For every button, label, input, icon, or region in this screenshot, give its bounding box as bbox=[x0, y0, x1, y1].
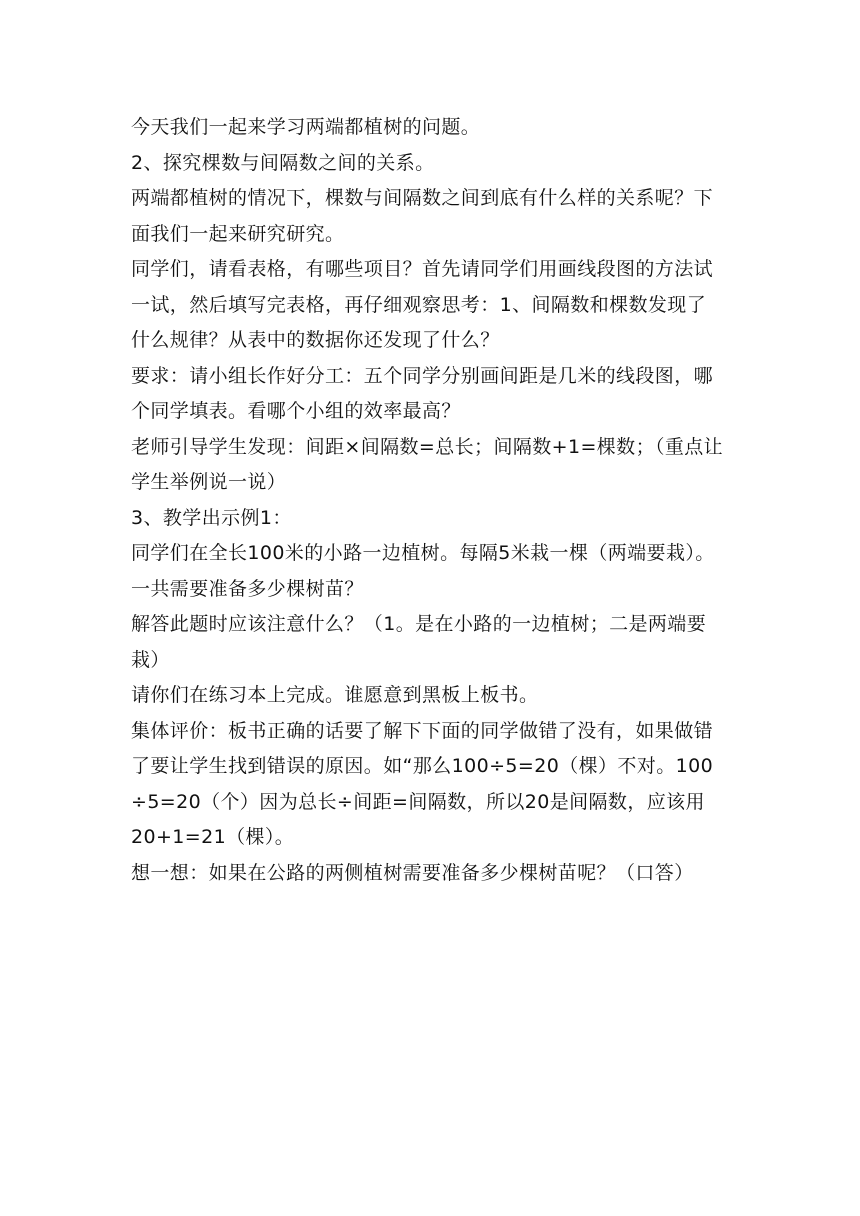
text-line: 什么规律？从表中的数据你还发现了什么？ bbox=[131, 329, 500, 351]
text-line: 解答此题时应该注意什么？（1。是在小路的一边植树；二是两端要 bbox=[131, 613, 707, 635]
text-line: 2、探究棵数与间隔数之间的关系。 bbox=[131, 151, 435, 174]
document-body bbox=[131, 110, 741, 891]
text-line: 一共需要准备多少棵树苗？ bbox=[131, 577, 364, 600]
text-line: 想一想：如果在公路的两侧植树需要准备多少棵树苗呢？（口答） bbox=[131, 861, 694, 884]
text-line: 个同学填表。看哪个小组的效率最高？ bbox=[131, 400, 461, 422]
text-line: 学生举例说一说） bbox=[131, 471, 287, 493]
text-line: 要求：请小组长作好分工：五个同学分别画间距是几米的线段图，哪 bbox=[131, 364, 714, 387]
text-line: 20+1=21（棵）。 bbox=[131, 826, 295, 848]
text-line: ÷5=20（个）因为总长÷间距=间隔数，所以20是间隔数，应该用 bbox=[131, 790, 705, 813]
text-line: 3、教学出示例1： bbox=[131, 506, 292, 529]
text-line: 面我们一起来研究研究。 bbox=[131, 222, 345, 245]
text-line: 请你们在练习本上完成。谁愿意到黑板上板书。 bbox=[131, 684, 539, 706]
text-line: 一试，然后填写完表格，再仔细观察思考：1、间隔数和棵数发现了 bbox=[131, 293, 707, 316]
text-line: 两端都植树的情况下，棵数与间隔数之间到底有什么样的关系呢？下 bbox=[131, 187, 714, 209]
text-line: 老师引导学生发现：间距×间隔数=总长；间隔数+1=棵数；（重点让 bbox=[131, 435, 724, 458]
text-line: 今天我们一起来学习两端都植树的问题。 bbox=[131, 116, 481, 138]
text-line: 了要让学生找到错误的原因。如“那么100÷5=20（棵）不对。100 bbox=[131, 755, 714, 777]
text-line: 栽） bbox=[131, 648, 170, 671]
text-line: 集体评价：板书正确的话要了解下下面的同学做错了没有，如果做错 bbox=[131, 719, 714, 742]
text-line: 同学们，请看表格，有哪些项目？首先请同学们用画线段图的方法试 bbox=[131, 258, 714, 280]
text-line: 同学们在全长100米的小路一边植树。每隔5米栽一棵（两端要栽）。 bbox=[131, 542, 715, 564]
